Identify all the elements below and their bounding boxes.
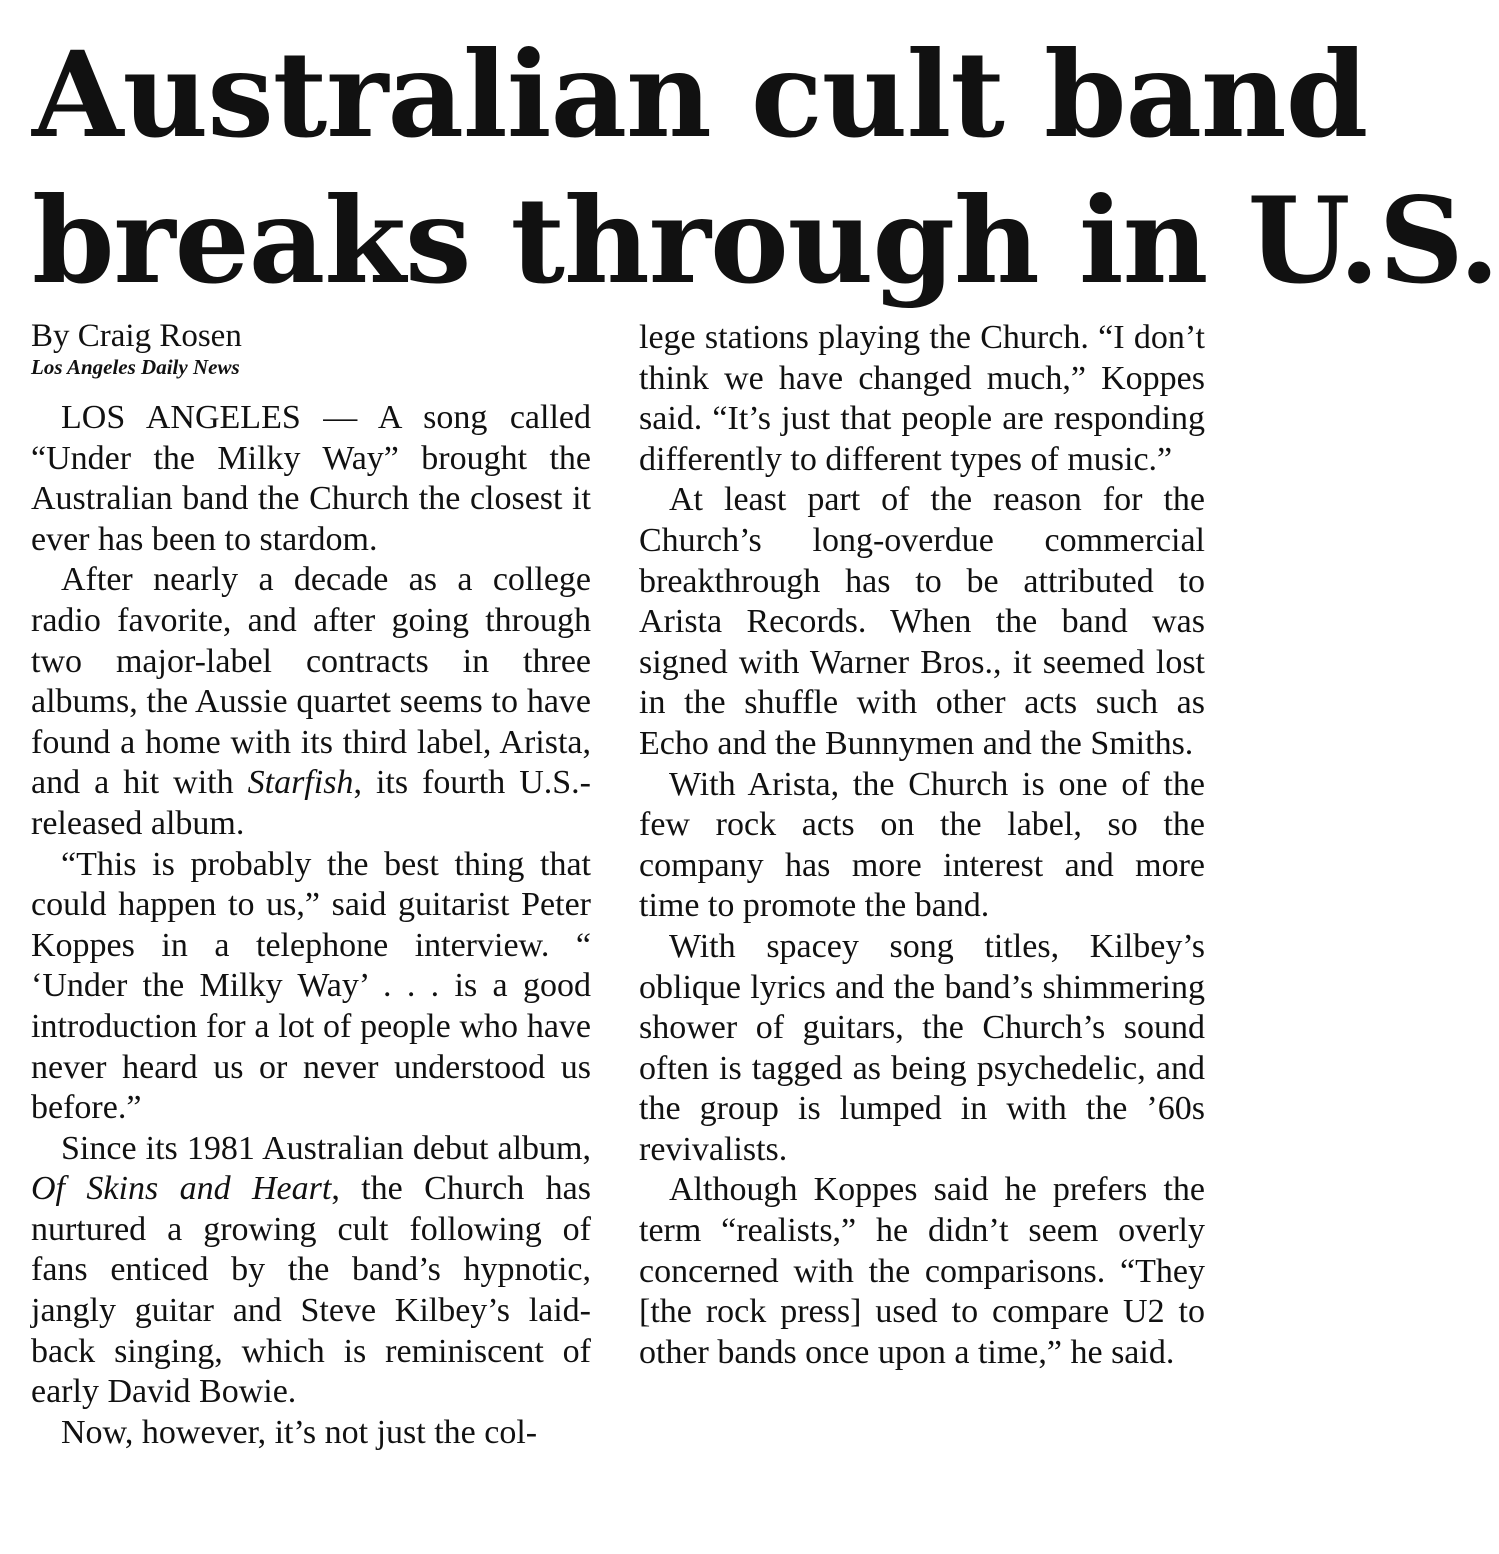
album-title-of-skins-and-heart: Of Skins and Heart bbox=[31, 1170, 332, 1208]
paragraph-debut-album bbox=[31, 1129, 591, 1413]
headline bbox=[32, 22, 1499, 314]
byline-organization: Los Angeles Daily News bbox=[31, 355, 240, 379]
paragraph-now-however: Now, however, it’s not just the col- bbox=[61, 1413, 538, 1451]
headline-line-2: breaks through in U.S. bbox=[32, 171, 1499, 310]
paragraph-dateline: LOS ANGELES — A song called “Under the Milky Way” brought the Australian band the Church the closest it ever has been to stardom. bbox=[31, 399, 591, 558]
paragraph-realists: Although Koppes said he prefers the term “realists,” he didn’t seem overly concerned with the comparisons. “They [the rock press] used to compare U2 to other bands once upon a time,” he said. bbox=[639, 1171, 1205, 1371]
paragraph-text: , its fourth U.S.-released album. bbox=[31, 764, 592, 842]
paragraph-psychedelic: With spacey song titles, Kilbey’s oblique lyrics and the band’s shimmering shower of guitars, the Church’s sound often is tagged as being psychedelic, and the group is lumped in with the ’60s revivalists. bbox=[639, 927, 1205, 1168]
paragraph-rock-acts: With Arista, the Church is one of the few rock acts on the label, so the company has more interest and more time to promote the band. bbox=[639, 765, 1205, 925]
paragraph-continued: lege stations playing the Church. “I don’t think we have changed much,” Koppes said. “It’s just that people are responding differently to different types of music.” bbox=[639, 319, 1205, 478]
paragraph-college-radio bbox=[31, 560, 591, 844]
byline-author: By Craig Rosen bbox=[31, 318, 242, 354]
album-title-starfish: Starfish bbox=[247, 764, 354, 802]
article-column-left bbox=[31, 318, 591, 1453]
article-column-right bbox=[639, 318, 1205, 1373]
paragraph-koppes-quote: “This is probably the best thing that could happen to us,” said guitarist Peter Koppes in a telephone interview. “ ‘Under the Milky Way’ . . . is a good introduction for a lot of people who have never heard us or never understood us before.” bbox=[31, 845, 591, 1127]
paragraph-text: After nearly a decade as a college radio favorite, and after going through two major-label contracts in three albums, the Aussie quartet seems to have found a home with its third label, Arista, and a hit with bbox=[31, 561, 591, 802]
paragraph-arista-breakthrough: At least part of the reason for the Church’s long-overdue commercial breakthrough has to be attributed to Arista Records. When the band was signed with Warner Bros., it seemed lost in the shuffle with other acts such as Echo and the Bunnymen and the Smiths. bbox=[639, 481, 1205, 762]
headline-line-1: Australian cult band bbox=[32, 25, 1368, 164]
paragraph-text: Since its 1981 Australian debut album, bbox=[61, 1129, 591, 1167]
paragraph-text: , the Church has nurtured a growing cult following of fans enticed by the band’s hypnotic, jangly guitar and Steve Kilbey’s laid-back singing, which is reminiscent of early David Bowie. bbox=[31, 1170, 592, 1411]
